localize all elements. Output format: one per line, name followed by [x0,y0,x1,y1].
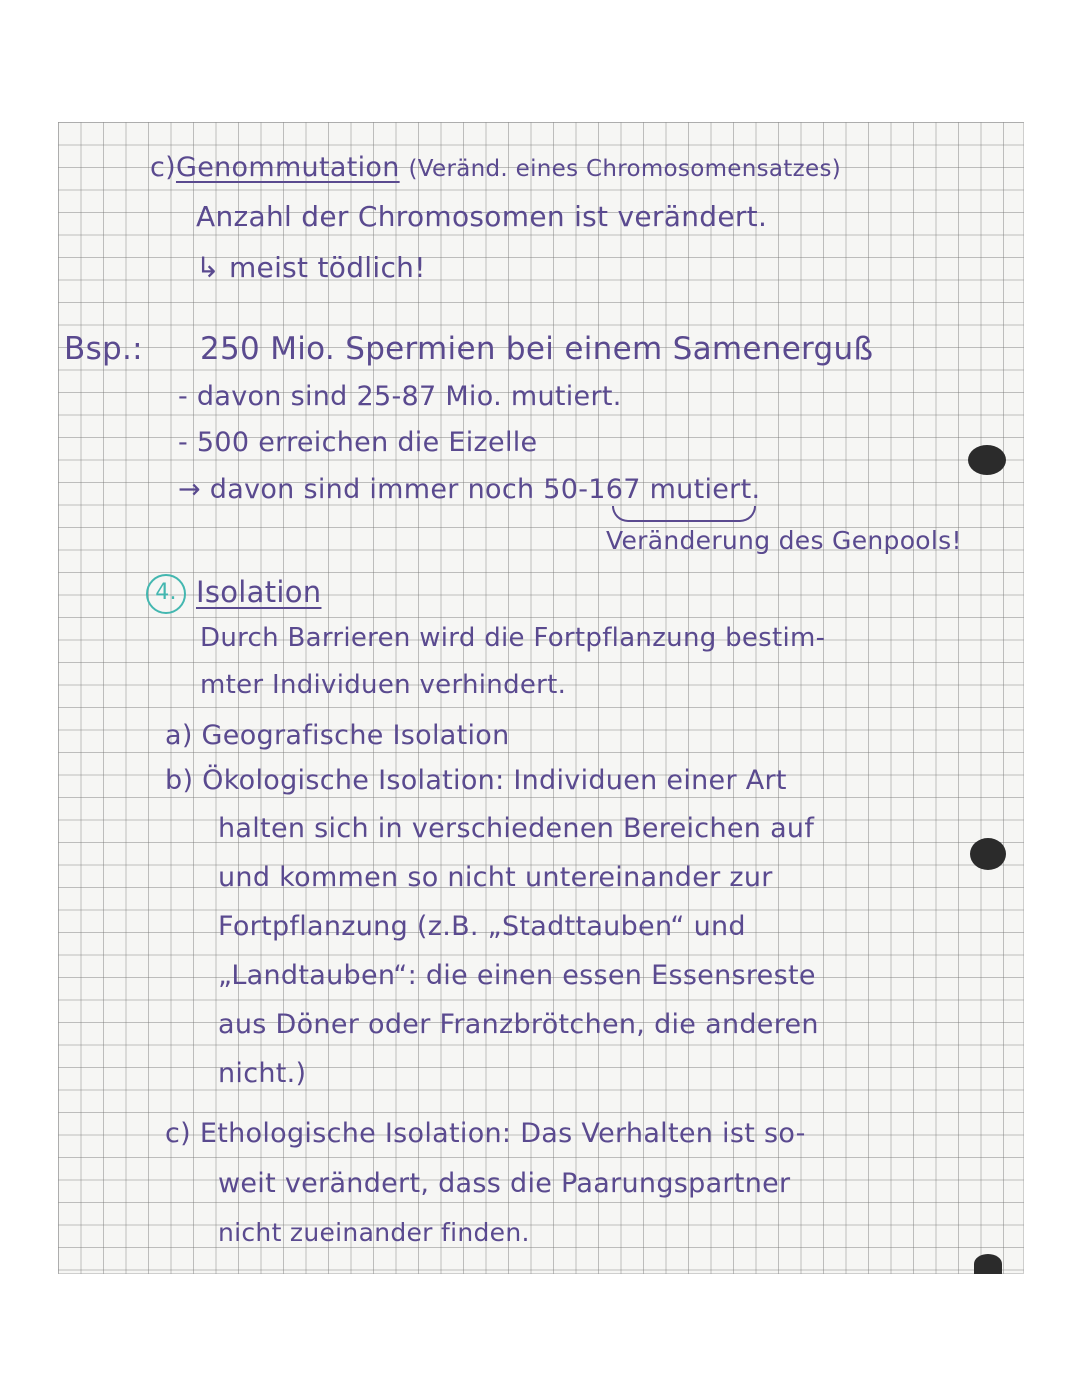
text-line: - davon sind 25-87 Mio. mutiert. [178,381,622,412]
section-number-circle: 4. [146,574,186,614]
punch-hole-middle [970,838,1006,870]
text-line: nicht.) [218,1058,307,1089]
text-line: Fortpflanzung (z.B. „Stadttauben“ und [218,911,746,942]
text-line: - 500 erreichen die Eizelle [178,427,538,458]
section-heading-isolation [146,574,321,614]
heading-prefix: c) [150,152,176,183]
heading-note: (Veränd. eines Chromosomensatzes) [408,156,841,182]
text-line: → davon sind immer noch 50-167 mutiert. [178,474,761,505]
conclusion-text: Veränderung des Genpools! [606,526,962,555]
heading-genommutation [150,154,841,181]
section-title: Isolation [196,575,322,609]
punch-hole-top [968,445,1006,475]
text-line: weit verändert, dass die Paarungspartner [218,1168,791,1199]
example-label: Bsp.: [64,331,143,367]
text-line: „Landtauben“: die einen essen Essensreste [218,960,816,991]
text-line: 250 Mio. Spermien bei einem Samenerguß [200,331,874,367]
list-item-a: a) Geografische Isolation [165,720,510,751]
text-line: ↳ meist tödlich! [196,251,426,284]
text-line: halten sich in verschiedenen Bereichen auf [218,813,815,844]
text-line: mter Individuen verhindert. [200,670,567,700]
underbrace [612,506,756,522]
text-line: nicht zueinander finden. [218,1218,530,1247]
list-item-b: b) Ökologische Isolation: Individuen einer Art [165,765,787,796]
heading-title: Genommutation [175,152,400,183]
text-line: Anzahl der Chromosomen ist verändert. [196,200,768,233]
text-line: aus Döner oder Franzbrötchen, die anderen [218,1009,819,1040]
text-line: und kommen so nicht untereinander zur [218,862,773,893]
punch-hole-bottom [974,1254,1002,1274]
text-line: Durch Barrieren wird die Fortpflanzung bestim- [200,623,826,653]
list-item-c: c) Ethologische Isolation: Das Verhalten ist so- [165,1118,806,1149]
